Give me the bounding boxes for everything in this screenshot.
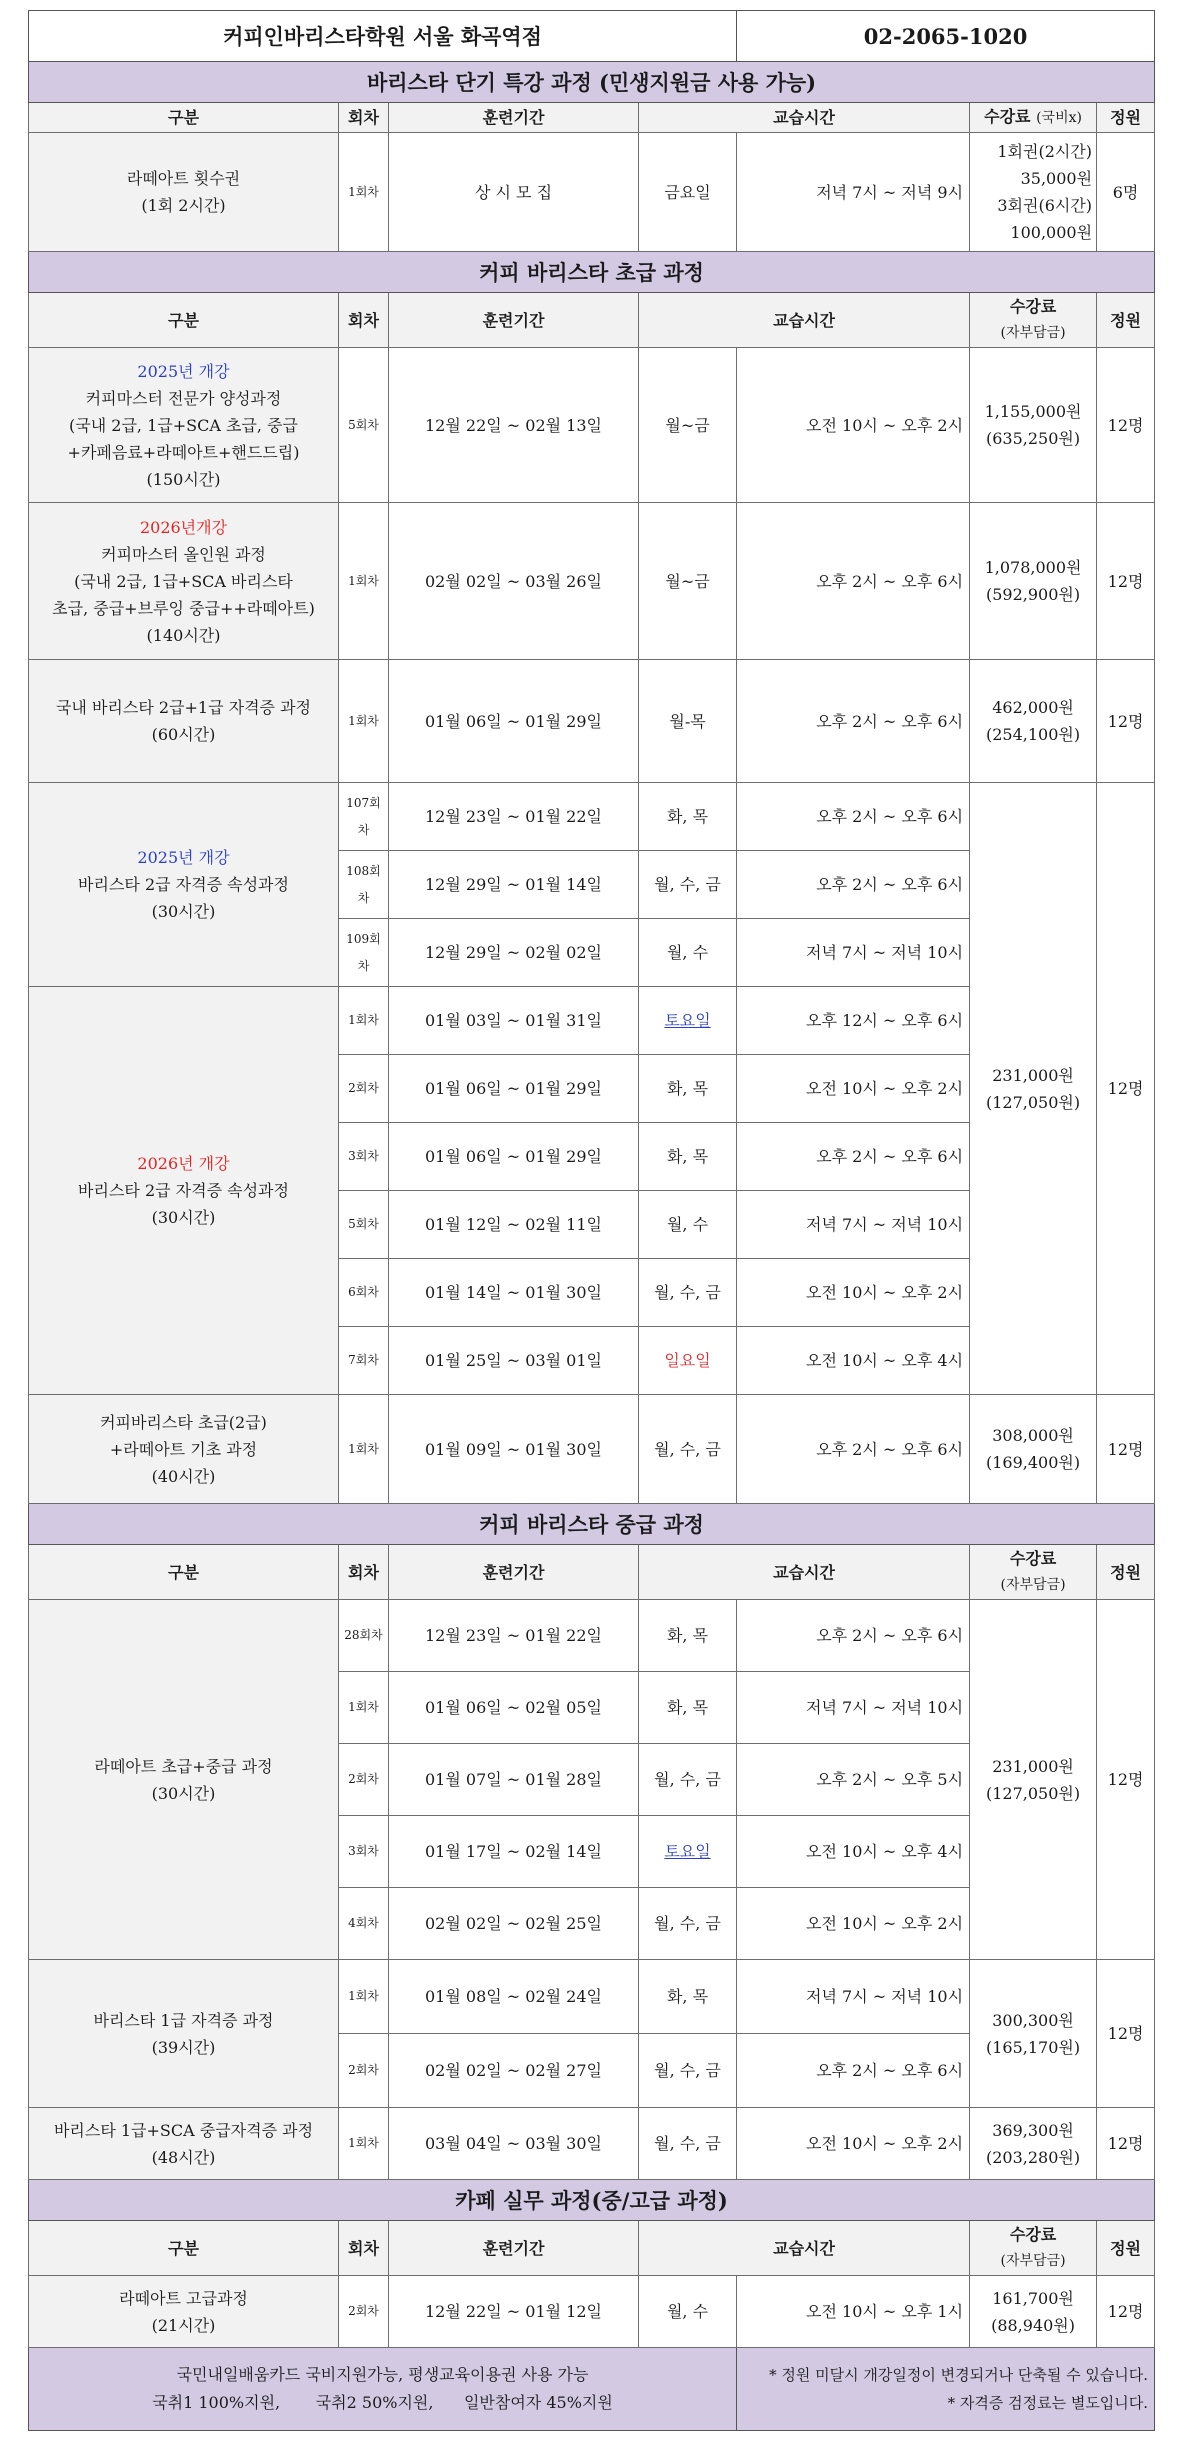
section-title-short-course: 바리스타 단기 특강 과정 (민생지원금 사용 가능) (29, 62, 1155, 103)
col-capacity: 정원 (1097, 293, 1155, 348)
class-time: 오후 12시 ~ 오후 6시 (737, 987, 970, 1055)
class-time: 오전 10시 ~ 오후 2시 (737, 1055, 970, 1123)
col-class-time: 교습시간 (639, 103, 970, 133)
class-time: 오전 10시 ~ 오후 4시 (737, 1816, 970, 1888)
session: 1회차 (339, 503, 389, 660)
session: 2회차 (339, 2034, 389, 2108)
capacity: 12명 (1097, 1395, 1155, 1504)
days: 토요일 (639, 987, 737, 1055)
table-row (29, 503, 1155, 660)
period: 12월 23일 ~ 01월 22일 (389, 783, 639, 851)
col-period: 훈련기간 (389, 293, 639, 348)
capacity: 6명 (1097, 133, 1155, 252)
col-period: 훈련기간 (389, 2221, 639, 2276)
days: 월, 수 (639, 919, 737, 987)
course-name: 커피바리스타 초급(2급) +라떼아트 기초 과정 (40시간) (29, 1395, 339, 1504)
session: 4회차 (339, 1888, 389, 1960)
session: 7회차 (339, 1327, 389, 1395)
class-time: 저녁 7시 ~ 저녁 9시 (737, 133, 970, 252)
col-period: 훈련기간 (389, 103, 639, 133)
days: 월, 수, 금 (639, 1259, 737, 1327)
days: 월, 수, 금 (639, 1744, 737, 1816)
academy-name: 커피인바리스타학원 서울 화곡역점 (29, 11, 737, 62)
days: 일요일 (639, 1327, 737, 1395)
period: 12월 23일 ~ 01월 22일 (389, 1600, 639, 1672)
class-time: 오전 10시 ~ 오후 2시 (737, 348, 970, 503)
support-info: 국민내일배움카드 국비지원가능, 평생교육이용권 사용 가능 국취1 100%지원, 국취2 50%지원, 일반참여자 45%지원 (29, 2348, 737, 2431)
period: 01월 14일 ~ 01월 30일 (389, 1259, 639, 1327)
table-row (29, 660, 1155, 783)
class-time: 오후 2시 ~ 오후 6시 (737, 1123, 970, 1191)
session: 1회차 (339, 1395, 389, 1504)
course-name: 바리스타 1급+SCA 중급자격증 과정 (48시간) (29, 2108, 339, 2180)
days: 월~금 (639, 348, 737, 503)
period: 02월 02일 ~ 02월 25일 (389, 1888, 639, 1960)
capacity: 12명 (1097, 1960, 1155, 2108)
table-row (29, 783, 1155, 851)
fee: 462,000원 (254,100원) (970, 660, 1097, 783)
fee: 369,300원 (203,280원) (970, 2108, 1097, 2180)
col-category: 구분 (29, 293, 339, 348)
period: 02월 02일 ~ 03월 26일 (389, 503, 639, 660)
class-time: 오전 10시 ~ 오후 2시 (737, 2108, 970, 2180)
days: 금요일 (639, 133, 737, 252)
session: 3회차 (339, 1123, 389, 1191)
session: 5회차 (339, 1191, 389, 1259)
col-class-time: 교습시간 (639, 293, 970, 348)
period: 01월 07일 ~ 01월 28일 (389, 1744, 639, 1816)
table-row (29, 133, 1155, 252)
days: 화, 목 (639, 1055, 737, 1123)
course-name: 라떼아트 고급과정 (21시간) (29, 2276, 339, 2348)
class-time: 오후 2시 ~ 오후 5시 (737, 1744, 970, 1816)
days: 화, 목 (639, 1960, 737, 2034)
period: 01월 06일 ~ 01월 29일 (389, 1123, 639, 1191)
col-fee: 수강료 (자부담금) (970, 1545, 1097, 1600)
session: 1회차 (339, 2108, 389, 2180)
days: 화, 목 (639, 783, 737, 851)
course-name: 2025년 개강 바리스타 2급 자격증 속성과정 (30시간) (29, 783, 339, 987)
session: 6회차 (339, 1259, 389, 1327)
col-session: 회차 (339, 2221, 389, 2276)
session: 5회차 (339, 348, 389, 503)
table-row (29, 1960, 1155, 2034)
period: 01월 08일 ~ 02월 24일 (389, 1960, 639, 2034)
fee: 231,000원 (127,050원) (970, 1600, 1097, 1960)
period: 01월 12일 ~ 02월 11일 (389, 1191, 639, 1259)
column-header-row (29, 2221, 1155, 2276)
col-session: 회차 (339, 103, 389, 133)
class-time: 오전 10시 ~ 오후 2시 (737, 1259, 970, 1327)
column-header-row (29, 103, 1155, 133)
session: 107회차 (339, 783, 389, 851)
course-name: 2025년 개강 커피마스터 전문가 양성과정 (국내 2급, 1급+SCA 초급, 중급 +카페음료+라떼아트+핸드드립) (150시간) (29, 348, 339, 503)
days: 월, 수, 금 (639, 1888, 737, 1960)
course-name: 라떼아트 횟수권 (1회 2시간) (29, 133, 339, 252)
col-class-time: 교습시간 (639, 1545, 970, 1600)
table-row (29, 1600, 1155, 1672)
period: 12월 22일 ~ 02월 13일 (389, 348, 639, 503)
days: 화, 목 (639, 1600, 737, 1672)
period: 01월 17일 ~ 02월 14일 (389, 1816, 639, 1888)
col-fee: 수강료 (자부담금) (970, 293, 1097, 348)
period: 01월 06일 ~ 01월 29일 (389, 1055, 639, 1123)
period: 상 시 모 집 (389, 133, 639, 252)
period: 12월 29일 ~ 02월 02일 (389, 919, 639, 987)
days: 월-목 (639, 660, 737, 783)
fee: 1회권(2시간) 35,000원 3회권(6시간) 100,000원 (970, 133, 1097, 252)
period: 02월 02일 ~ 02월 27일 (389, 2034, 639, 2108)
table-row (29, 348, 1155, 503)
session: 108회차 (339, 851, 389, 919)
top-bar (29, 11, 1155, 62)
col-capacity: 정원 (1097, 103, 1155, 133)
session: 1회차 (339, 133, 389, 252)
column-header-row (29, 293, 1155, 348)
period: 01월 09일 ~ 01월 30일 (389, 1395, 639, 1504)
table-row (29, 2108, 1155, 2180)
session: 1회차 (339, 1960, 389, 2034)
days: 화, 목 (639, 1672, 737, 1744)
col-class-time: 교습시간 (639, 2221, 970, 2276)
col-capacity: 정원 (1097, 1545, 1155, 1600)
session: 28회차 (339, 1600, 389, 1672)
col-category: 구분 (29, 103, 339, 133)
days: 월, 수 (639, 1191, 737, 1259)
session: 1회차 (339, 987, 389, 1055)
col-period: 훈련기간 (389, 1545, 639, 1600)
capacity: 12명 (1097, 660, 1155, 783)
column-header-row (29, 1545, 1155, 1600)
table-row (29, 1395, 1155, 1504)
section-title-beginner: 커피 바리스타 초급 과정 (29, 252, 1155, 293)
class-time: 오후 2시 ~ 오후 6시 (737, 783, 970, 851)
fee: 231,000원 (127,050원) (970, 783, 1097, 1395)
class-time: 저녁 7시 ~ 저녁 10시 (737, 1960, 970, 2034)
class-time: 오전 10시 ~ 오후 4시 (737, 1327, 970, 1395)
period: 01월 25일 ~ 03월 01일 (389, 1327, 639, 1395)
col-fee: 수강료 (국비x) (970, 103, 1097, 133)
course-name: 2026년 개강 바리스타 2급 자격증 속성과정 (30시간) (29, 987, 339, 1395)
period: 03월 04일 ~ 03월 30일 (389, 2108, 639, 2180)
class-time: 오후 2시 ~ 오후 6시 (737, 2034, 970, 2108)
days: 월, 수 (639, 2276, 737, 2348)
fee: 161,700원 (88,940원) (970, 2276, 1097, 2348)
period: 01월 03일 ~ 01월 31일 (389, 987, 639, 1055)
capacity: 12명 (1097, 348, 1155, 503)
capacity: 12명 (1097, 783, 1155, 1395)
class-time: 오후 2시 ~ 오후 6시 (737, 851, 970, 919)
notice: * 정원 미달시 개강일정이 변경되거나 단축될 수 있습니다. * 자격증 검정료는 별도입니다. (737, 2348, 1155, 2431)
session: 109회차 (339, 919, 389, 987)
class-time: 저녁 7시 ~ 저녁 10시 (737, 919, 970, 987)
course-schedule (28, 10, 1154, 2431)
col-category: 구분 (29, 2221, 339, 2276)
days: 월~금 (639, 503, 737, 660)
fee: 1,155,000원 (635,250원) (970, 348, 1097, 503)
col-fee: 수강료 (자부담금) (970, 2221, 1097, 2276)
fee: 1,078,000원 (592,900원) (970, 503, 1097, 660)
capacity: 12명 (1097, 2276, 1155, 2348)
phone-number: 02-2065-1020 (737, 11, 1155, 62)
section-title-intermediate: 커피 바리스타 중급 과정 (29, 1504, 1155, 1545)
col-session: 회차 (339, 1545, 389, 1600)
fee: 300,300원 (165,170원) (970, 1960, 1097, 2108)
session: 2회차 (339, 2276, 389, 2348)
footer-notes (29, 2348, 1155, 2431)
days: 월, 수, 금 (639, 1395, 737, 1504)
section-title-cafe-practice: 카페 실무 과정(중/고급 과정) (29, 2180, 1155, 2221)
period: 12월 29일 ~ 01월 14일 (389, 851, 639, 919)
class-time: 저녁 7시 ~ 저녁 10시 (737, 1672, 970, 1744)
capacity: 12명 (1097, 503, 1155, 660)
class-time: 오후 2시 ~ 오후 6시 (737, 660, 970, 783)
session: 1회차 (339, 660, 389, 783)
session: 1회차 (339, 1672, 389, 1744)
days: 월, 수, 금 (639, 851, 737, 919)
col-capacity: 정원 (1097, 2221, 1155, 2276)
col-category: 구분 (29, 1545, 339, 1600)
session: 2회차 (339, 1055, 389, 1123)
class-time: 오전 10시 ~ 오후 2시 (737, 1888, 970, 1960)
table-row (29, 2276, 1155, 2348)
capacity: 12명 (1097, 1600, 1155, 1960)
period: 12월 22일 ~ 01월 12일 (389, 2276, 639, 2348)
days: 토요일 (639, 1816, 737, 1888)
days: 월, 수, 금 (639, 2108, 737, 2180)
course-name: 2026년개강 커피마스터 올인원 과정 (국내 2급, 1급+SCA 바리스타 초급, 중급+브루잉 중급++라떼아트) (140시간) (29, 503, 339, 660)
period: 01월 06일 ~ 02월 05일 (389, 1672, 639, 1744)
course-name: 국내 바리스타 2급+1급 자격증 과정 (60시간) (29, 660, 339, 783)
session: 2회차 (339, 1744, 389, 1816)
session: 3회차 (339, 1816, 389, 1888)
class-time: 저녁 7시 ~ 저녁 10시 (737, 1191, 970, 1259)
capacity: 12명 (1097, 2108, 1155, 2180)
fee: 308,000원 (169,400원) (970, 1395, 1097, 1504)
class-time: 오후 2시 ~ 오후 6시 (737, 1600, 970, 1672)
days: 월, 수, 금 (639, 2034, 737, 2108)
class-time: 오후 2시 ~ 오후 6시 (737, 1395, 970, 1504)
class-time: 오후 2시 ~ 오후 6시 (737, 503, 970, 660)
course-name: 바리스타 1급 자격증 과정 (39시간) (29, 1960, 339, 2108)
col-session: 회차 (339, 293, 389, 348)
schedule-table (28, 10, 1155, 2431)
course-name: 라떼아트 초급+중급 과정 (30시간) (29, 1600, 339, 1960)
days: 화, 목 (639, 1123, 737, 1191)
class-time: 오전 10시 ~ 오후 1시 (737, 2276, 970, 2348)
period: 01월 06일 ~ 01월 29일 (389, 660, 639, 783)
